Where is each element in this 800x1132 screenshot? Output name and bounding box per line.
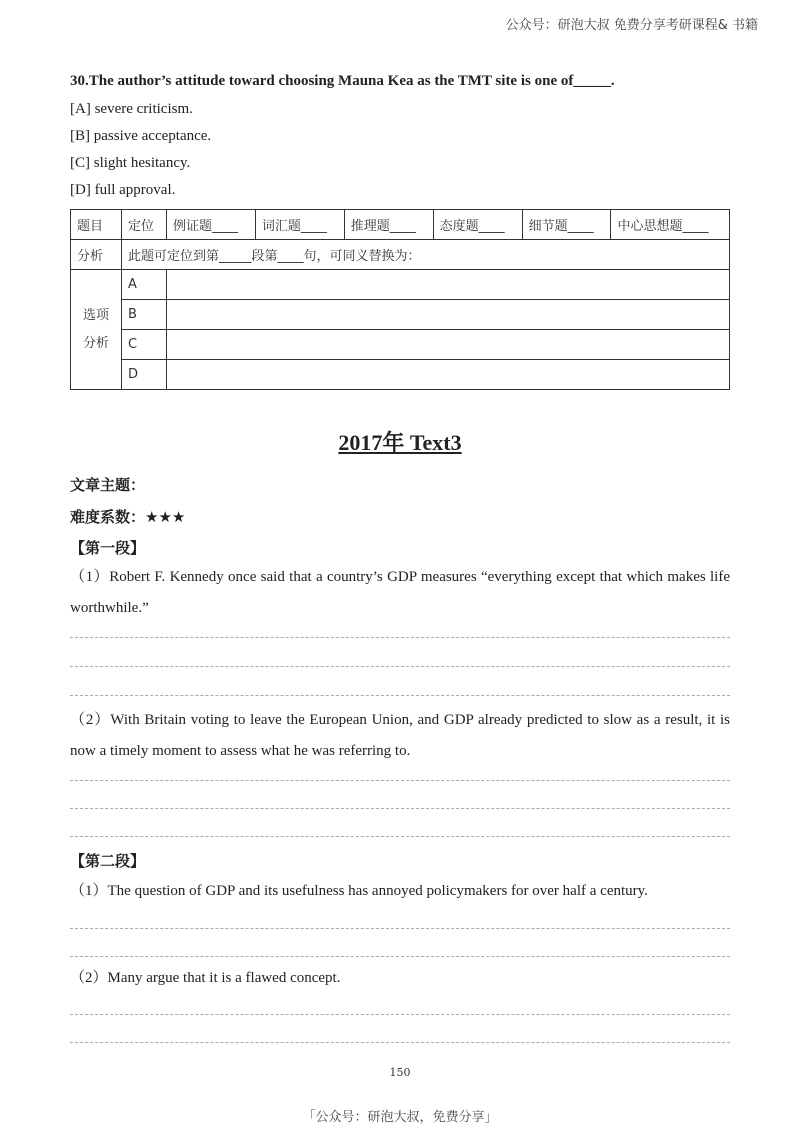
para1-sentence2: （2）With Britain voting to leave the European Union, and GDP already predicted to slow as a result, it is now a timely moment to assess what he was referring to.: [70, 712, 730, 759]
cell-inference: 推理题____: [344, 210, 433, 240]
options-label-line2: 分析: [82, 335, 109, 351]
table-row: [71, 210, 730, 240]
cell-vocab: 词汇题____: [255, 210, 344, 240]
options-label-line1: 选项: [82, 307, 109, 323]
para1-heading: 【第一段】: [70, 539, 146, 557]
cell-detail: 细节题____: [522, 210, 611, 240]
cell-example: 例证题____: [167, 210, 256, 240]
table-row: [71, 240, 730, 270]
table-row: [71, 300, 730, 330]
option-b: [B] passive acceptance.: [70, 128, 212, 144]
blank-line: [70, 808, 730, 809]
blank-line: [70, 956, 730, 957]
para1-sentence1: （1）Robert F. Kennedy once said that a country’s GDP measures “everything except that which makes life worthwhile.”: [70, 569, 730, 616]
cell-main-idea: 中心思想题____: [611, 210, 730, 240]
option-row-label: A: [122, 270, 167, 300]
blank-line: [70, 928, 730, 929]
page-number: 150: [389, 1066, 411, 1079]
article-topic-label: 文章主题：: [70, 476, 146, 494]
option-row-label: D: [122, 360, 167, 390]
blank-line: [70, 836, 730, 837]
table-row: [71, 270, 730, 300]
difficulty-stars: ★★★: [145, 508, 186, 526]
cell-attitude: 态度题____: [433, 210, 522, 240]
cell-locate: 定位: [122, 210, 167, 240]
blank-line: [70, 1042, 730, 1043]
blank-line: [70, 780, 730, 781]
para2-heading: 【第二段】: [70, 852, 146, 870]
question-title: 30.The author’s attitude toward choosing Mauna Kea as the TMT site is one of_____.: [70, 73, 615, 89]
row-label-topic: 题目: [71, 210, 122, 240]
option-row-blank: [167, 270, 730, 300]
row-label-analysis: 分析: [71, 240, 122, 270]
option-row-blank: [167, 300, 730, 330]
blank-line: [70, 637, 730, 638]
option-row-label: C: [122, 330, 167, 360]
blank-line: [70, 1014, 730, 1015]
option-d: [D] full approval.: [70, 182, 176, 198]
difficulty-label: 难度系数：: [70, 508, 146, 526]
table-row: [71, 330, 730, 360]
para2-sentence2: （2）Many argue that it is a flawed concept.: [70, 970, 341, 986]
blank-line: [70, 695, 730, 696]
options-analysis-label: [71, 270, 122, 390]
option-row-blank: [167, 360, 730, 390]
analysis-table: [70, 209, 730, 390]
blank-line: [70, 666, 730, 667]
option-c: [C] slight hesitancy.: [70, 155, 191, 171]
option-row-label: B: [122, 300, 167, 330]
locate-sentence: 此题可定位到第_____段第____句，可同义替换为：: [122, 240, 730, 270]
table-row: [71, 360, 730, 390]
footer-watermark-note: 「公众号：研泡大叔，免费分享」: [302, 1110, 498, 1125]
difficulty-line: [70, 506, 185, 527]
option-row-blank: [167, 330, 730, 360]
section-title: 2017年 Text3: [338, 430, 462, 455]
para2-sentence1: （1）The question of GDP and its usefulness has annoyed policymakers for over half a century.: [70, 883, 648, 899]
option-a: [A] severe criticism.: [70, 101, 193, 117]
header-watermark-note: 公众号：研泡大叔 免费分享考研课程& 书籍: [505, 18, 758, 33]
